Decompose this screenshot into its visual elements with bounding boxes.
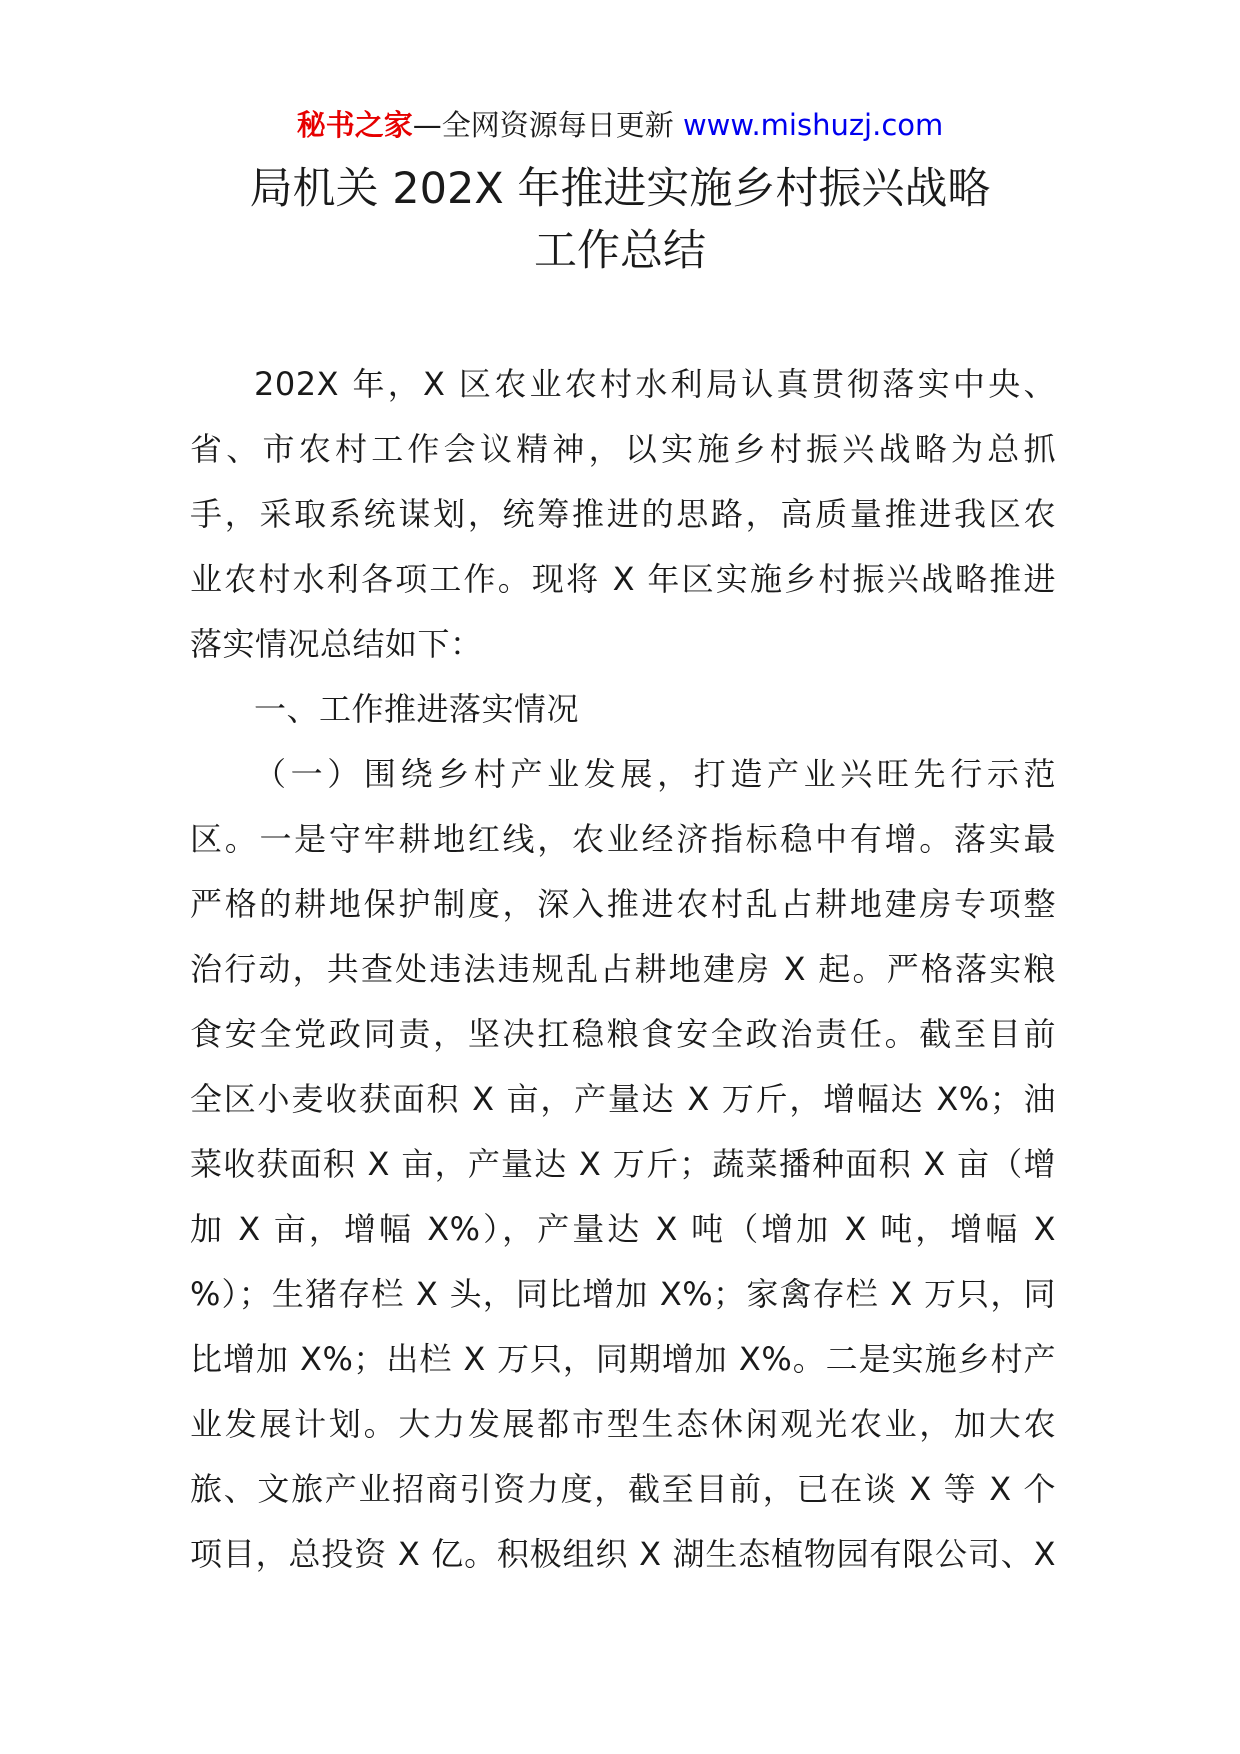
title-line-1: 局机关 202X 年推进实施乡村振兴战略 (249, 164, 991, 214)
body-line: 比增加 X%；出栏 X 万只，同期增加 X%。二是实施乡村产 (190, 1340, 1056, 1378)
body-line: 治行动，共查处违法违规乱占耕地建房 X 起。严格落实粮 (190, 950, 1056, 988)
body-line: 业发展计划。大力发展都市型生态休闲观光农业，加大农 (190, 1405, 1056, 1443)
site-header (0, 100, 1240, 150)
body-line: 区。一是守牢耕地红线，农业经济指标稳中有增。落实最 (190, 820, 1056, 858)
body-line: 严格的耕地保护制度，深入推进农村乱占耕地建房专项整 (190, 885, 1056, 923)
header-tagline: —全网资源每日更新 (412, 108, 674, 142)
body-line: 加 X 亩，增幅 X%），产量达 X 吨（增加 X 吨，增幅 X (190, 1210, 1056, 1248)
title-line-2: 工作总结 (534, 226, 706, 276)
body-line: 全区小麦收获面积 X 亩，产量达 X 万斤，增幅达 X%；油 (190, 1080, 1056, 1118)
body-line: 落实情况总结如下： (190, 625, 483, 663)
body-line: （一）围绕乡村产业发展，打造产业兴旺先行示范 (254, 755, 1056, 793)
site-link[interactable]: www.mishuzj.com (682, 108, 944, 142)
document-body (190, 352, 1056, 1587)
body-line: 省、市农村工作会议精神，以实施乡村振兴战略为总抓 (190, 430, 1056, 468)
body-line: %）；生猪存栏 X 头，同比增加 X%；家禽存栏 X 万只，同 (190, 1275, 1056, 1313)
body-line: 202X 年，X 区农业农村水利局认真贯彻落实中央、 (254, 365, 1056, 403)
body-line: 项目，总投资 X 亿。积极组织 X 湖生态植物园有限公司、X (190, 1535, 1056, 1573)
section-heading: 一、工作推进落实情况 (254, 690, 580, 728)
body-line: 旅、文旅产业招商引资力度，截至目前，已在谈 X 等 X 个 (190, 1470, 1056, 1508)
body-line: 业农村水利各项工作。现将 X 年区实施乡村振兴战略推进 (190, 560, 1056, 598)
document-title (0, 158, 1240, 282)
body-line: 食安全党政同责，坚决扛稳粮食安全政治责任。截至目前 (190, 1015, 1056, 1053)
body-line: 手，采取系统谋划，统筹推进的思路，高质量推进我区农 (190, 495, 1056, 533)
brand-name: 秘书之家 (296, 108, 413, 142)
body-line: 菜收获面积 X 亩，产量达 X 万斤；蔬菜播种面积 X 亩（增 (190, 1145, 1056, 1183)
